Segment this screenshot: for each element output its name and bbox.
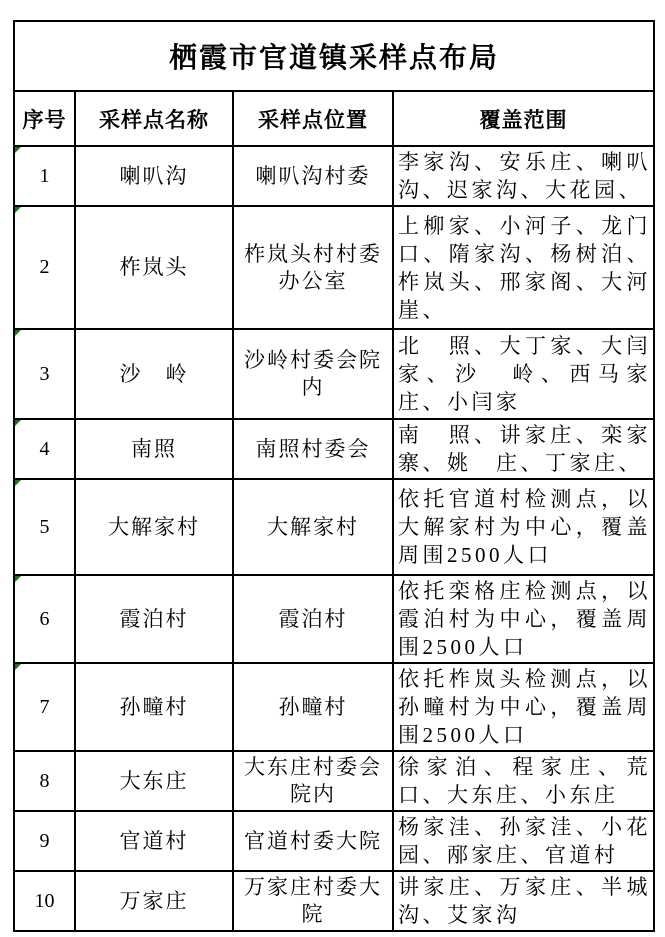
error-indicator-icon bbox=[15, 330, 21, 336]
sampling-point-name-cell-text: 霞泊村 bbox=[119, 606, 189, 631]
column-header-name: 采样点名称 bbox=[75, 91, 233, 146]
coverage-cell-text: 上柳家、小河子、龙门口、隋家沟、杨树泊、柞岚头、邢家阁、大河崖、 bbox=[398, 213, 652, 322]
sampling-point-name-cell bbox=[75, 575, 233, 663]
document-page bbox=[13, 20, 655, 932]
sampling-point-location-cell-text: 大解家村 bbox=[267, 514, 359, 539]
coverage-cell-text: 依托官道村检测点，以大解家村为中心，覆盖周围2500人口 bbox=[398, 487, 652, 567]
row-number-cell bbox=[14, 479, 75, 575]
sampling-point-location-cell bbox=[233, 419, 393, 479]
table-row bbox=[14, 575, 654, 663]
coverage-cell-text: 北 照、大丁家、大闫家、沙 岭、西马家庄、小闫家 bbox=[398, 334, 652, 414]
row-number-cell bbox=[14, 419, 75, 479]
error-indicator-icon bbox=[15, 480, 21, 486]
table-row bbox=[14, 329, 654, 419]
sampling-point-location-cell-text: 大东庄村委会院内 bbox=[244, 755, 382, 806]
row-number-cell-text: 6 bbox=[39, 607, 50, 630]
table-row bbox=[14, 751, 654, 811]
coverage-cell bbox=[393, 146, 654, 206]
sampling-point-location-cell-text: 万家庄村委大院 bbox=[244, 875, 382, 926]
row-number-cell bbox=[14, 146, 75, 206]
sampling-point-name-cell bbox=[75, 419, 233, 479]
table-row bbox=[14, 479, 654, 575]
table-row bbox=[14, 663, 654, 751]
sampling-point-name-cell-text: 官道村 bbox=[119, 828, 189, 853]
table-row bbox=[14, 811, 654, 871]
table-row bbox=[14, 146, 654, 206]
row-number-cell bbox=[14, 871, 75, 931]
sampling-point-location-cell-text: 喇叭沟村委 bbox=[255, 163, 371, 188]
error-indicator-icon bbox=[15, 147, 21, 153]
coverage-cell-text: 杨家洼、孙家洼、小花园、邴家庄、官道村 bbox=[398, 815, 652, 867]
sampling-point-name-cell-text: 大解家村 bbox=[108, 514, 200, 539]
sampling-point-location-cell-text: 柞岚头村村委办公室 bbox=[244, 241, 382, 293]
sampling-point-location-cell-text: 孙疃村 bbox=[278, 694, 348, 719]
error-indicator-icon bbox=[15, 207, 21, 213]
sampling-point-location-cell bbox=[233, 575, 393, 663]
sampling-point-location-cell bbox=[233, 751, 393, 811]
coverage-cell-text: 徐家泊、程家庄、荒口、大东庄、小东庄 bbox=[398, 755, 652, 807]
sampling-point-name-cell-text: 孙疃村 bbox=[119, 694, 189, 719]
sampling-point-name-cell bbox=[75, 329, 233, 419]
sampling-point-name-cell bbox=[75, 811, 233, 871]
sampling-point-location-cell bbox=[233, 811, 393, 871]
sampling-point-location-cell-text: 官道村委大院 bbox=[244, 828, 382, 853]
sampling-point-location-cell bbox=[233, 663, 393, 751]
sampling-point-location-cell bbox=[233, 479, 393, 575]
coverage-cell-text: 南 照、讲家庄、栾家寨、姚 庄、丁家庄、 bbox=[398, 423, 652, 475]
sampling-point-location-cell-text: 南照村委会 bbox=[255, 436, 371, 461]
coverage-cell bbox=[393, 419, 654, 479]
sampling-point-name-cell bbox=[75, 751, 233, 811]
sampling-point-location-cell bbox=[233, 871, 393, 931]
coverage-cell-text: 依托柞岚头检测点，以孙疃村为中心，覆盖周围2500人口 bbox=[398, 667, 652, 747]
row-number-cell-text: 7 bbox=[39, 695, 50, 718]
row-number-cell-text: 10 bbox=[34, 889, 55, 912]
row-number-cell bbox=[14, 329, 75, 419]
coverage-cell bbox=[393, 663, 654, 751]
header-row bbox=[14, 91, 654, 146]
row-number-cell-text: 3 bbox=[39, 362, 50, 385]
column-header-coverage: 覆盖范围 bbox=[393, 91, 654, 146]
sampling-point-location-cell bbox=[233, 146, 393, 206]
error-indicator-icon bbox=[15, 664, 21, 670]
sampling-point-name-cell-text: 南照 bbox=[131, 436, 177, 461]
row-number-cell bbox=[14, 663, 75, 751]
sampling-point-name-cell-text: 万家庄 bbox=[119, 888, 189, 913]
row-number-cell-text: 5 bbox=[39, 515, 50, 538]
row-number-cell-text: 4 bbox=[39, 437, 50, 460]
row-number-cell-text: 1 bbox=[39, 164, 50, 187]
table-title: 栖霞市官道镇采样点布局 bbox=[14, 21, 654, 91]
table-row bbox=[14, 871, 654, 931]
row-number-cell-text: 8 bbox=[39, 769, 50, 792]
row-number-cell bbox=[14, 575, 75, 663]
row-number-cell bbox=[14, 751, 75, 811]
row-number-cell-text: 9 bbox=[39, 829, 50, 852]
sampling-point-name-cell-text: 柞岚头 bbox=[119, 255, 189, 279]
title-row bbox=[14, 21, 654, 91]
coverage-cell bbox=[393, 575, 654, 663]
sampling-point-name-cell-text: 喇叭沟 bbox=[119, 163, 189, 188]
column-header-location: 采样点位置 bbox=[233, 91, 393, 146]
error-indicator-icon bbox=[15, 576, 21, 582]
coverage-cell bbox=[393, 871, 654, 931]
sampling-point-location-cell bbox=[233, 329, 393, 419]
sampling-point-name-cell bbox=[75, 146, 233, 206]
table-row bbox=[14, 419, 654, 479]
coverage-cell-text: 讲家庄、万家庄、半城沟、艾家沟 bbox=[398, 875, 652, 927]
table-row bbox=[14, 206, 654, 329]
row-number-cell-text: 2 bbox=[39, 256, 50, 278]
sampling-point-name-cell bbox=[75, 479, 233, 575]
sampling-point-name-cell bbox=[75, 663, 233, 751]
coverage-cell bbox=[393, 751, 654, 811]
sampling-point-location-cell-text: 沙岭村委会院内 bbox=[244, 348, 382, 399]
row-number-cell bbox=[14, 811, 75, 871]
sampling-points-table bbox=[13, 20, 655, 932]
coverage-cell bbox=[393, 206, 654, 329]
coverage-cell bbox=[393, 811, 654, 871]
sampling-point-name-cell-text: 沙 岭 bbox=[119, 361, 189, 386]
coverage-cell bbox=[393, 479, 654, 575]
table-body bbox=[14, 146, 654, 931]
sampling-point-location-cell bbox=[233, 206, 393, 329]
row-number-cell bbox=[14, 206, 75, 329]
error-indicator-icon bbox=[15, 420, 21, 426]
sampling-point-name-cell bbox=[75, 871, 233, 931]
coverage-cell-text: 李家沟、安乐庄、喇叭沟、迟家沟、大花园、 bbox=[398, 150, 652, 202]
column-header-no: 序号 bbox=[14, 91, 75, 146]
sampling-point-name-cell bbox=[75, 206, 233, 329]
sampling-point-location-cell-text: 霞泊村 bbox=[278, 606, 348, 631]
sampling-point-name-cell-text: 大东庄 bbox=[119, 768, 189, 793]
coverage-cell bbox=[393, 329, 654, 419]
coverage-cell-text: 依托栾格庄检测点，以霞泊村为中心，覆盖周围2500人口 bbox=[398, 579, 652, 659]
